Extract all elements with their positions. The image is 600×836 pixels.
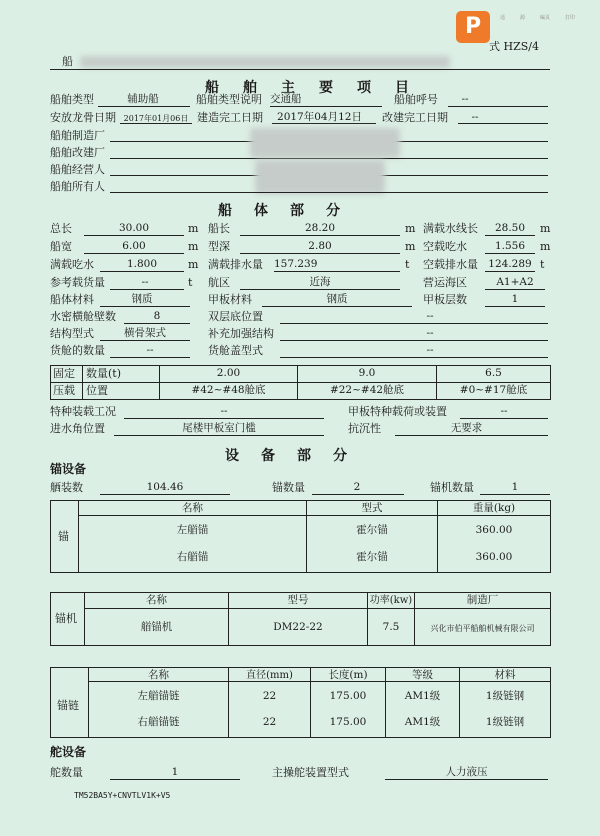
- anchor-heading: 锚设备: [50, 462, 87, 476]
- ship-name-label: 船: [62, 55, 73, 68]
- deck-layers-value: 1: [511, 293, 519, 305]
- reinforce-value: --: [426, 327, 434, 339]
- chain-col-diameter: 直径(mm): [246, 670, 293, 681]
- framing-value: 横骨架式: [124, 327, 166, 339]
- ballast-qty-1: 2.00: [216, 367, 241, 379]
- gear-type-value: 人力液压: [445, 766, 488, 778]
- ballast-label-top: 固定: [53, 367, 75, 380]
- anchor-col-type: 型式: [361, 502, 383, 514]
- hatch-cover-label: 货舱盖型式: [208, 344, 263, 357]
- chain-row1-material: 1级链钢: [485, 690, 525, 702]
- chain-row2-name: 右艏锚链: [137, 716, 180, 728]
- windlass-col-maker: 制造厂: [466, 594, 499, 606]
- chain-col-grade: 等级: [412, 669, 433, 681]
- chain-row2-material: 1级链钢: [485, 716, 525, 728]
- ballast-qty-label: 数量(t): [86, 367, 122, 380]
- rudder-count-value: 1: [171, 766, 179, 778]
- cargo-value: --: [141, 276, 149, 288]
- hatch-cover-value: --: [426, 344, 434, 356]
- flood-value: 尾楼甲板室门槛: [182, 422, 256, 434]
- ship-type-desc-value: 交通船: [270, 93, 302, 105]
- bulkheads-label: 水密横舱壁数: [50, 310, 116, 323]
- form-code: 式 HZS/4: [489, 40, 539, 53]
- hatch-count-value: --: [146, 344, 154, 356]
- anchor-row2-weight: 360.00: [475, 551, 513, 563]
- zone-label: 航区: [208, 276, 230, 289]
- windlass-count-value: 1: [511, 481, 519, 493]
- chain-row1-grade: AM1级: [404, 690, 441, 702]
- unsink-label: 抗沉性: [348, 422, 381, 435]
- lwl-label: 满载水线长: [423, 222, 478, 235]
- chain-side-label: 锚链: [57, 699, 79, 712]
- double-bottom-value: --: [426, 310, 434, 322]
- call-sign-label: 船舶呼号: [394, 93, 438, 106]
- anchor-count-label: 锚数量: [272, 481, 305, 494]
- chain-row2-diameter: 22: [262, 716, 277, 728]
- reinforce-label: 补充加强结构: [208, 327, 274, 340]
- toolbar-item-fit[interactable]: 适: [500, 15, 506, 21]
- builder-label: 船舶制造厂: [50, 129, 105, 142]
- windlass-count-label: 锚机数量: [430, 481, 474, 494]
- full-draft-value: 1.800: [126, 258, 158, 270]
- chain-col-material: 材料: [494, 669, 516, 681]
- build-done-value: 2017年04月12日: [277, 111, 362, 123]
- anchor-col-weight: 重量(kg): [472, 502, 516, 514]
- anchor-count-value: 2: [353, 481, 361, 493]
- bulkheads-value: 8: [153, 310, 161, 322]
- ballast-pos-1: #42~#48舱底: [191, 384, 266, 396]
- framing-label: 结构型式: [50, 327, 94, 340]
- ballast-label-bottom: 压载: [53, 384, 75, 397]
- full-draft-label: 满载吃水: [50, 258, 94, 271]
- steering-heading: 舵设备: [50, 745, 87, 759]
- refitter-label: 船舶改建厂: [50, 146, 105, 159]
- build-done-label: 建造完工日期: [197, 111, 263, 124]
- refit-done-label: 改建完工日期: [382, 111, 448, 124]
- ballast-pos-3: #0~#17舱底: [459, 384, 528, 396]
- depth-label: 型深: [208, 240, 230, 253]
- toolbar-item-print[interactable]: 打印: [565, 15, 576, 21]
- chain-row2-grade: AM1级: [404, 716, 441, 728]
- chain-row1-diameter: 22: [262, 690, 277, 702]
- ballast-qty-3: 6.5: [485, 367, 502, 379]
- hull-mat-value: 钢质: [131, 293, 153, 305]
- app-logo-icon[interactable]: P: [456, 11, 490, 43]
- lbp-label: 船长: [208, 222, 230, 235]
- lbp-value: 28.20: [304, 222, 336, 234]
- deck-mat-label: 甲板材料: [208, 293, 252, 306]
- full-disp-value: 157.239: [274, 258, 318, 270]
- ship-type-value: 辅助船: [127, 93, 159, 105]
- windlass-side-label: 锚机: [55, 612, 77, 625]
- sea-area-value: A1+A2: [496, 276, 534, 288]
- double-bottom-label: 双层底位置: [208, 310, 263, 323]
- light-disp-value: 124.289: [488, 258, 532, 270]
- rudder-count-label: 舵数量: [50, 766, 83, 779]
- certificate-page: P 适 源 编页 打印 船 式 HZS/4 船舶主要项目 船舶类型 辅助船 船舶类型说明 交通船 船舶呼号 -- 安放龙骨日期 2017年01月06日 建造完工日期 2017年04月12日 改建完工日期 -- 船舶制造厂 船舶改建厂 船舶经营人 船舶所有人 船体部分 总长 30.00 m 船长 28.20 m 满载水线长 28.50 m 船宽 6.00 m 型深 2.80 m 空载吃水 1.556 m 满载吃水 1.800 m 满载排水量 157.239 t 空载排水量 124.289 t 参考载货量 -- t 航区 近海 营运海区 A1+A2 船体材料 钢质 甲板材料 钢质 甲板层数 1 水密横舱壁数 8 双层底位置 -- 结构型式 横骨架式 补充加强结构 -- 货舱的数量 -- 货舱盖型式 -- 固定 压载 数量(t) 位置 2.00 9.0 6.5 #42~#48舱底 #22~#42舱底 #0~#17舱底 特种装载工况 -- 甲板特种载荷或装置 -- 进水角位置 尾楼甲板室门槛 抗沉性 无要求 设备部分 锚设备 舾装数 104.46 锚数量 2 锚机数量 1 锚 名称 型式 重量(kg) 左艏锚 霍尔锚 360.00 右艏锚 霍尔锚 360.00 锚机 名称 型号 功率(kw) 制造厂 艏锚机 DM22-22 7.5 兴化市伯平船舶机械有限公司 锚链 名称 直径(mm) 长度(m) 等级 材料 左艏锚链 22 175.00 AM1级 1级链钢 右艏锚链 22 175.00 AM1级 1级链钢 舵设备 舵数量 1 主操舵装置型式 人力液压 TM52BA5Y+CNVTLV1K+V5: [0, 0, 600, 836]
- section-title-equipment: 设备部分: [225, 448, 369, 464]
- special-value: --: [220, 405, 228, 417]
- chain-row1-length: 175.00: [329, 690, 367, 702]
- anchor-row2-name: 右艏锚: [176, 551, 209, 563]
- section-title-main: 船舶主要项目: [205, 80, 433, 96]
- beam-value: 6.00: [122, 240, 146, 252]
- chain-row1-name: 左艏锚链: [137, 690, 180, 702]
- chain-row2-length: 175.00: [329, 716, 367, 728]
- section-title-hull: 船体部分: [218, 203, 362, 219]
- anchor-row1-weight: 360.00: [475, 524, 513, 536]
- hatch-count-label: 货舱的数量: [50, 344, 105, 357]
- windlass-model: DM22-22: [273, 621, 323, 633]
- gear-type-label: 主操舵装置型式: [272, 766, 349, 779]
- windlass-col-name: 名称: [146, 594, 167, 606]
- depth-value: 2.80: [308, 240, 332, 252]
- ballast-pos-2: #22~#42舱底: [329, 384, 405, 396]
- windlass-col-power: 功率(kw): [369, 595, 413, 606]
- ship-type-desc-label: 船舶类型说明: [196, 93, 262, 106]
- unsink-value: 无要求: [450, 422, 483, 434]
- anchor-row1-type: 霍尔锚: [356, 524, 388, 536]
- ballast-pos-label: 位置: [86, 384, 108, 397]
- windlass-name: 艏锚机: [140, 621, 173, 633]
- deck-load-label: 甲板特种载荷或装置: [348, 405, 447, 418]
- refit-done-value: --: [471, 111, 479, 123]
- equip-num-value: 104.46: [146, 481, 184, 493]
- zone-value: 近海: [309, 276, 331, 288]
- deck-mat-value: 钢质: [326, 293, 348, 305]
- anchor-row2-type: 霍尔锚: [356, 551, 388, 563]
- deck-layers-label: 甲板层数: [423, 293, 467, 306]
- toolbar-item-source[interactable]: 源: [520, 15, 526, 21]
- beam-label: 船宽: [50, 240, 72, 253]
- keel-date-value: 2017年01月06日: [123, 114, 189, 123]
- equip-num-label: 舾装数: [50, 481, 83, 494]
- light-draft-value: 1.556: [494, 240, 526, 252]
- anchor-col-name: 名称: [182, 502, 203, 514]
- cargo-label: 参考载货量: [50, 276, 105, 289]
- keel-date-label: 安放龙骨日期: [50, 111, 116, 124]
- call-sign-value: --: [461, 93, 469, 105]
- chain-col-name: 名称: [148, 669, 169, 681]
- ship-type-label: 船舶类型: [50, 93, 94, 106]
- chain-col-length: 长度(m): [328, 669, 368, 681]
- lwl-value: 28.50: [494, 222, 526, 234]
- light-draft-label: 空载吃水: [423, 240, 467, 253]
- toolbar-item-edit[interactable]: 编页: [540, 15, 551, 21]
- operator-label: 船舶经营人: [50, 163, 105, 176]
- anchor-row1-name: 左艏锚: [176, 524, 209, 536]
- windlass-col-model: 型号: [287, 594, 309, 606]
- light-disp-label: 空载排水量: [423, 258, 478, 271]
- footer-code: TM52BA5Y+CNVTLV1K+V5: [74, 791, 171, 800]
- windlass-maker: 兴化市伯平船舶机械有限公司: [430, 624, 535, 633]
- loa-label: 总长: [50, 222, 72, 235]
- special-label: 特种装载工况: [50, 405, 116, 418]
- sea-area-label: 营运海区: [423, 276, 467, 289]
- full-disp-label: 满载排水量: [208, 258, 263, 271]
- flood-label: 进水角位置: [50, 422, 105, 435]
- owner-label: 船舶所有人: [50, 180, 105, 193]
- hull-mat-label: 船体材料: [50, 293, 94, 306]
- deck-load-value: --: [500, 405, 508, 417]
- anchor-side-label: 锚: [58, 530, 69, 543]
- windlass-power: 7.5: [382, 621, 400, 633]
- ballast-qty-2: 9.0: [358, 367, 376, 379]
- loa-value: 30.00: [118, 222, 150, 234]
